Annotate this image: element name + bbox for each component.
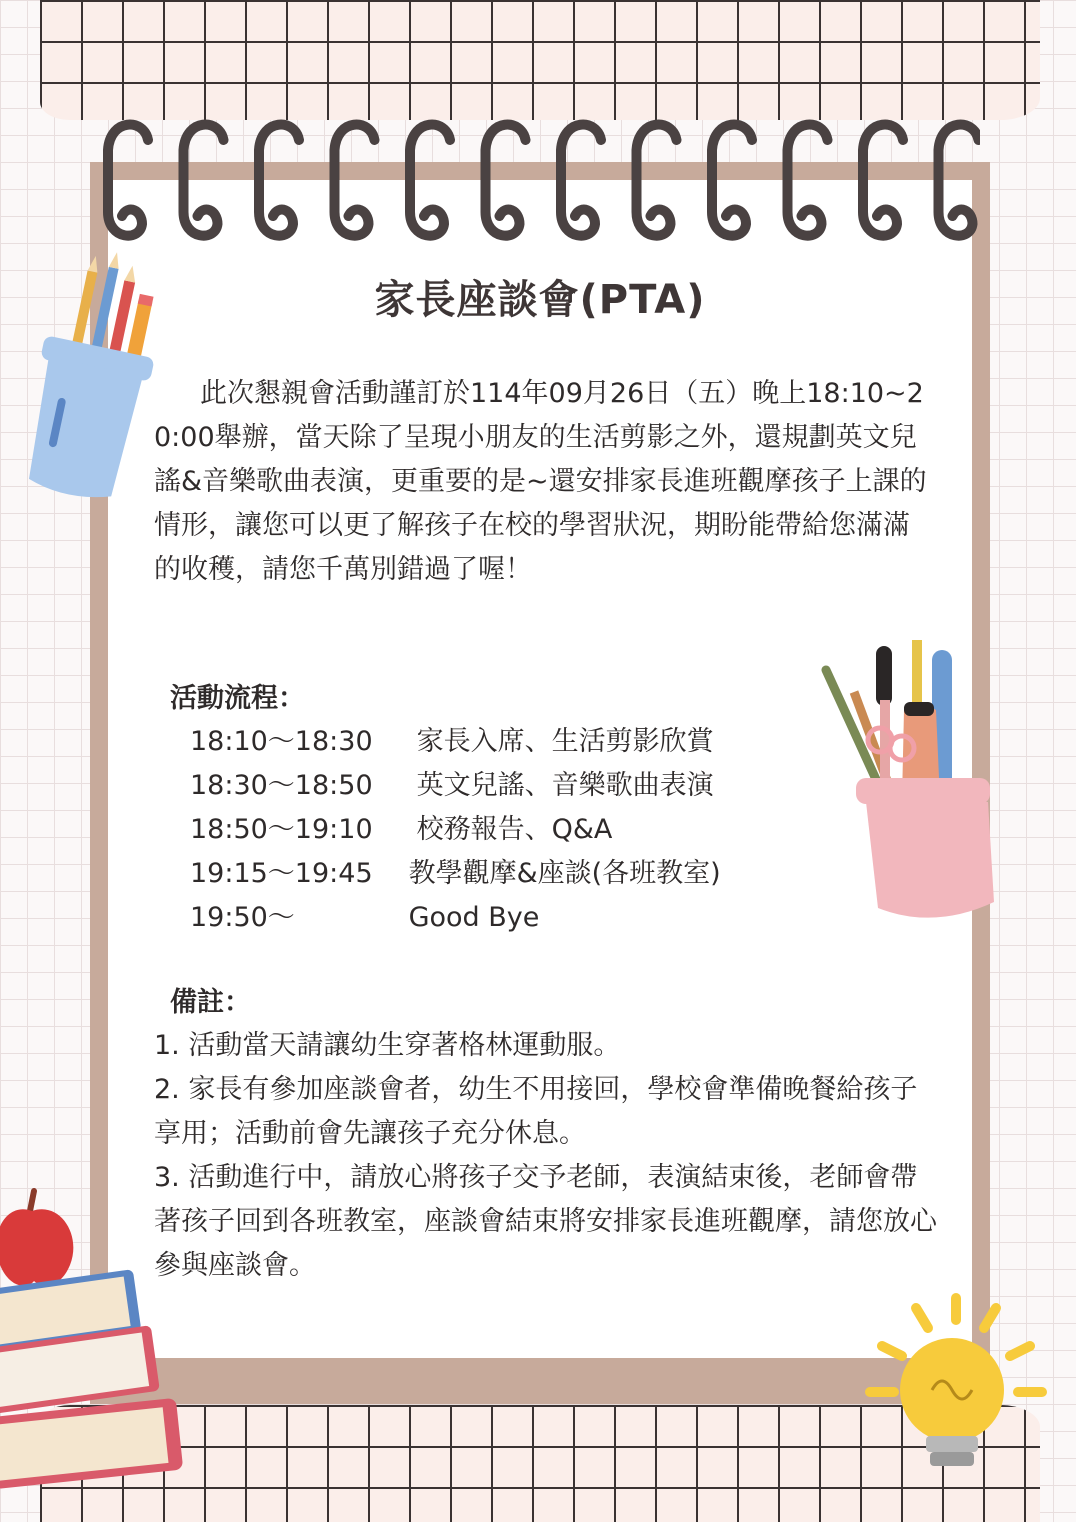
- spiral-ring: [561, 125, 601, 236]
- spiral-ring: [108, 125, 148, 236]
- spiral-ring: [184, 125, 224, 236]
- spiral-ring: [939, 125, 979, 236]
- spiral-ring: [788, 125, 828, 236]
- apple-books-icon: [0, 1185, 190, 1495]
- notes-list: [154, 1024, 944, 1288]
- spiral-ring: [863, 125, 903, 236]
- intro-paragraph: 此次懇親會活動謹訂於114年09月26日（五）晚上18:10~20:00舉辦，當天除了呈現小朋友的生活剪影之外，還規劃英文兒謠&音樂歌曲表演，更重要的是~還安排家長進班觀摩孩子上課的情形，讓您可以更了解孩子在校的學習狀況，期盼能帶給您滿滿的收穫，請您千萬別錯過了喔！: [154, 378, 927, 585]
- note-item: 1. 活動當天請讓幼生穿著格林運動服。: [154, 1030, 621, 1061]
- notes-heading: 備註：: [170, 987, 251, 1018]
- spiral-ring: [637, 125, 677, 236]
- schedule-time: 19:15～19:45: [190, 858, 373, 889]
- spiral-ring: [259, 125, 299, 236]
- schedule-row: [190, 720, 890, 764]
- schedule-activity: 校務報告、Q&A: [416, 814, 613, 845]
- schedule-time: 18:50～19:10: [190, 814, 373, 845]
- spiral-ring: [486, 125, 526, 236]
- schedule-activity: 家長入席、生活剪影欣賞: [416, 726, 714, 757]
- schedule-activity: 英文兒謠、音樂歌曲表演: [416, 770, 714, 801]
- schedule-row: [190, 764, 890, 808]
- schedule-row: [190, 852, 890, 896]
- schedule-time: 18:30～18:50: [190, 770, 373, 801]
- schedule-activity: 教學觀摩&座談(各班教室): [408, 858, 721, 889]
- spiral-ring: [410, 125, 450, 236]
- note-item: 3. 活動進行中，請放心將孩子交予老師，表演結束後，老師會帶著孩子回到各班教室，座談會結束將安排家長進班觀摩，請您放心參與座談會。: [154, 1162, 937, 1281]
- pencil-cup-pink-icon: [820, 640, 1000, 925]
- spiral-ring: [335, 125, 375, 236]
- page-title: 家長座談會(PTA): [374, 277, 706, 323]
- schedule-list: [190, 720, 890, 940]
- light-bulb-icon: [856, 1290, 1056, 1480]
- schedule-time: 19:50～: [190, 902, 295, 933]
- note-item: 2. 家長有參加座談會者，幼生不用接回，學校會準備晚餐給孩子享用；活動前會先讓孩子充分休息。: [154, 1074, 918, 1149]
- spiral-ring: [712, 125, 752, 236]
- schedule-heading: 活動流程：: [170, 683, 305, 714]
- spiral-binding-icon: [100, 100, 980, 260]
- schedule-row: [190, 896, 890, 940]
- schedule-time: 18:10～18:30: [190, 726, 373, 757]
- schedule-activity: Good Bye: [408, 902, 540, 933]
- pencil-cup-blue-icon: [0, 252, 165, 512]
- schedule-row: [190, 808, 890, 852]
